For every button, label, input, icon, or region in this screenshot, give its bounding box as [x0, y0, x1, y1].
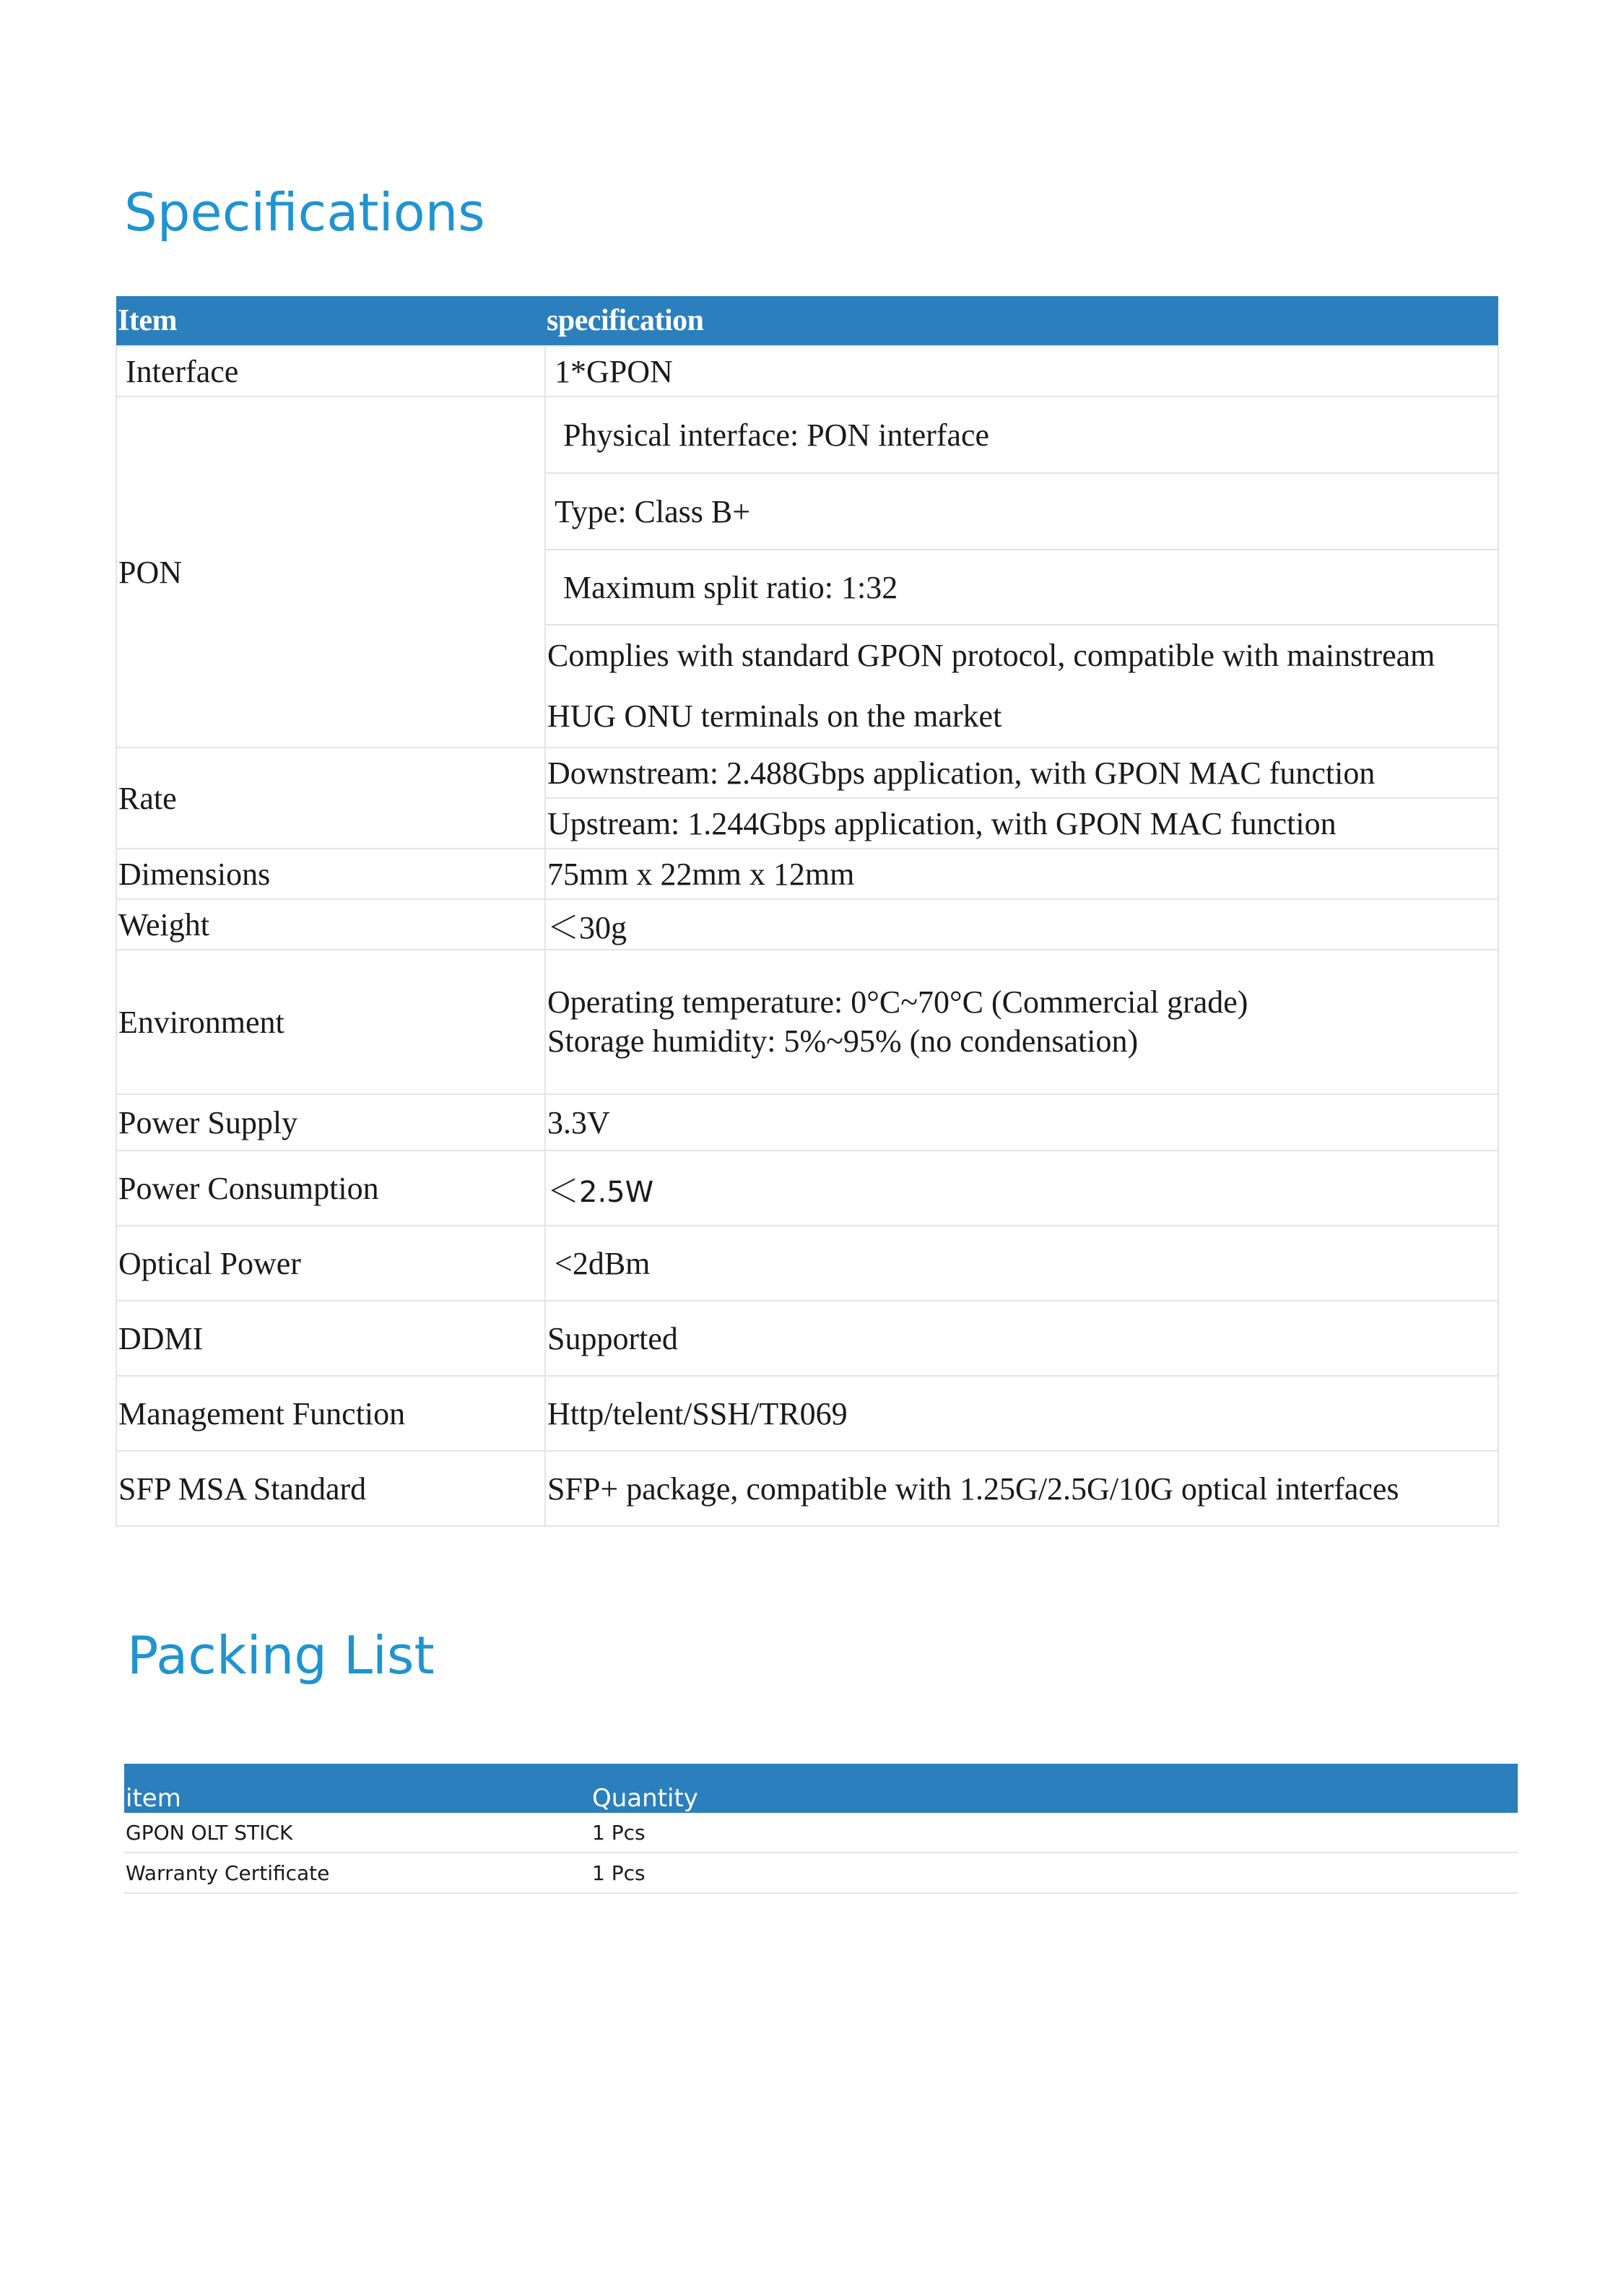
- row-value: <2dBm: [545, 1226, 1498, 1301]
- table-row: [124, 1813, 1518, 1853]
- table-row: [124, 1853, 1518, 1893]
- header-quantity: Quantity: [591, 1764, 1518, 1813]
- table-row: [116, 899, 1498, 950]
- row-value: Supported: [545, 1301, 1498, 1376]
- row-value: Maximum split ratio: 1:32: [545, 550, 1498, 625]
- row-value: Upstream: 1.244Gbps application, with GPON MAC function: [545, 798, 1498, 849]
- packing-item: GPON OLT STICK: [124, 1813, 591, 1853]
- row-value: 75mm x 22mm x 12mm: [545, 849, 1498, 899]
- row-label: Management Function: [116, 1376, 545, 1451]
- row-label: Rate: [116, 748, 545, 849]
- environment-line: Storage humidity: 5%~95% (no condensation): [547, 1023, 1139, 1059]
- packing-quantity: 1 Pcs: [591, 1813, 1518, 1853]
- packing-list-title: Packing List: [127, 1625, 435, 1686]
- table-row: [116, 950, 1498, 1094]
- row-value: Downstream: 2.488Gbps application, with GPON MAC function: [545, 748, 1498, 798]
- table-row: [116, 1376, 1498, 1451]
- specifications-table: [116, 296, 1499, 1527]
- row-label: Environment: [116, 950, 545, 1094]
- table-row: [116, 346, 1498, 397]
- power-consumption-value: 2.5W: [579, 1176, 654, 1209]
- row-label: DDMI: [116, 1301, 545, 1376]
- row-label: Power Consumption: [116, 1151, 545, 1226]
- table-row: [116, 397, 1498, 473]
- row-value: SFP+ package, compatible with 1.25G/2.5G/10G optical interfaces: [545, 1451, 1498, 1526]
- row-label: PON: [116, 397, 545, 748]
- row-label: Weight: [116, 899, 545, 950]
- row-label: SFP MSA Standard: [116, 1451, 545, 1526]
- table-row: [116, 1301, 1498, 1376]
- row-label: Dimensions: [116, 849, 545, 899]
- table-header-row: [116, 296, 1498, 346]
- packing-quantity: 1 Pcs: [591, 1853, 1518, 1893]
- table-row: [116, 1151, 1498, 1226]
- table-row: [116, 748, 1498, 798]
- row-value: Complies with standard GPON protocol, compatible with mainstream HUG ONU terminals on the market: [545, 625, 1498, 748]
- table-row: [116, 849, 1498, 899]
- row-value: Http/telent/SSH/TR069: [545, 1376, 1498, 1451]
- table-row: [116, 1226, 1498, 1301]
- row-value: 1*GPON: [545, 346, 1498, 397]
- header-item: Item: [116, 296, 545, 346]
- row-value: ＜30g: [545, 899, 1498, 950]
- row-value: Type: Class B+: [545, 473, 1498, 550]
- header-specification: specification: [545, 296, 1498, 346]
- packing-list-table: [124, 1764, 1518, 1894]
- row-value: [545, 950, 1498, 1094]
- row-label: Optical Power: [116, 1226, 545, 1301]
- row-value: [545, 1151, 1498, 1226]
- specifications-title: Specifications: [124, 182, 485, 243]
- table-row: [116, 1451, 1498, 1526]
- packing-item: Warranty Certificate: [124, 1853, 591, 1893]
- environment-line: Operating temperature: 0°C~70°C (Commercial grade): [547, 984, 1248, 1020]
- less-than-symbol: ＜: [547, 1174, 579, 1209]
- table-row: [116, 1094, 1498, 1151]
- row-label: Power Supply: [116, 1094, 545, 1151]
- header-item: item: [124, 1764, 591, 1813]
- table-header-row: [124, 1764, 1518, 1813]
- row-value: 3.3V: [545, 1094, 1498, 1151]
- row-label: Interface: [116, 346, 545, 397]
- row-value: Physical interface: PON interface: [545, 397, 1498, 473]
